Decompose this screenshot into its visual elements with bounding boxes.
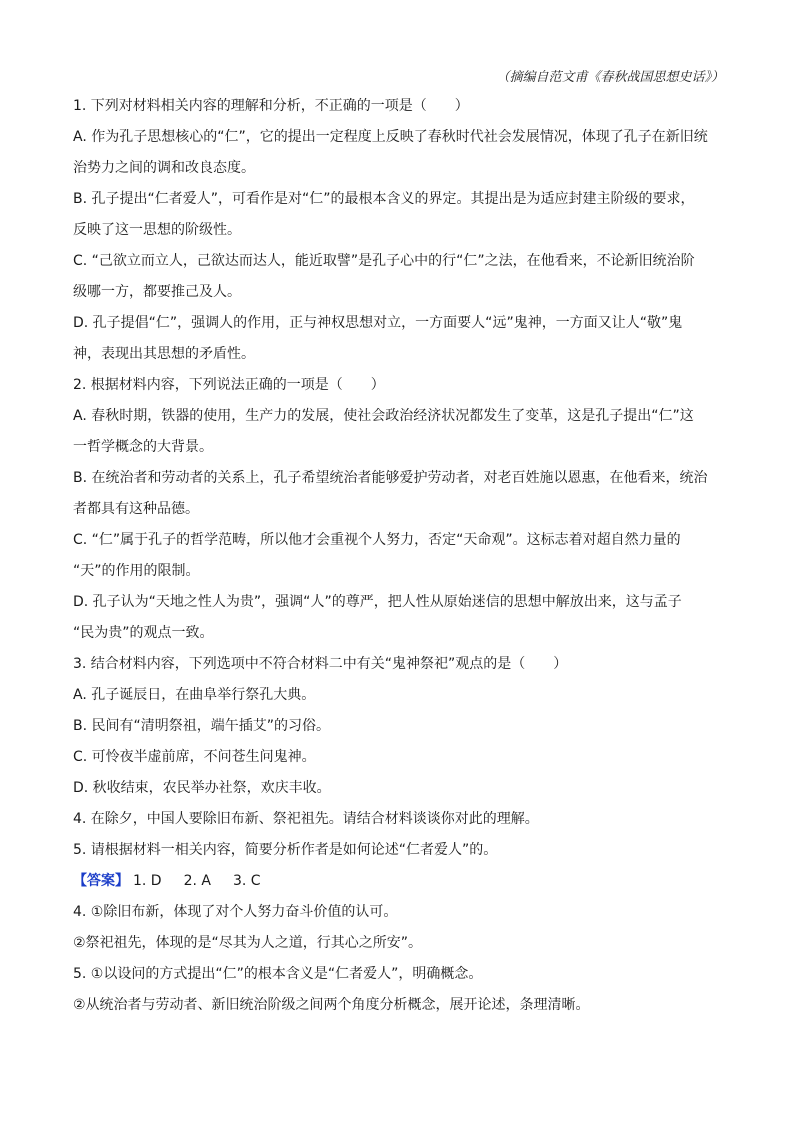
- text-line: C. 可怜夜半虚前席，不问苍生问鬼神。: [73, 749, 316, 765]
- answer-item-2: 2. A: [183, 873, 211, 889]
- text-line: D. 孔子认为“天地之性人为贵”，强调“人”的尊严，把人性从原始迷信的思想中解放出来，这与孟子: [73, 594, 682, 610]
- explanation-line: ②祭祀祖先，体现的是“尽其为人之道，行其心之所安”。: [73, 935, 423, 951]
- text-line: 3. 结合材料内容，下列选项中不符合材料二中有关“鬼神祭祀”观点的是（ ）: [73, 656, 568, 672]
- text-line: 反映了这一思想的阶级性。: [73, 222, 241, 238]
- text-line: C. “己欲立而立人，己欲达而达人，能近取譬”是孔子心中的行“仁”之法，在他看来，不论新旧统治阶: [73, 253, 695, 269]
- text-line: 5. 请根据材料一相关内容，简要分析作者是如何论述“仁者爱人”的。: [73, 842, 498, 858]
- text-line: A. 孔子诞辰日，在曲阜举行祭孔大典。: [73, 687, 316, 703]
- answer-tag: 【答案】: [73, 873, 129, 889]
- text-line: 1. 下列对材料相关内容的理解和分析，不正确的一项是（ ）: [73, 98, 469, 114]
- text-line: B. 孔子提出“仁者爱人”，可看作是对“仁”的最根本含义的界定。其提出是为适应封建主阶级的要求，: [73, 191, 695, 207]
- explanation-lines: [73, 902, 723, 1026]
- question-lines: [73, 96, 723, 871]
- answer-item-3: 3. C: [232, 873, 261, 889]
- text-line: A. 作为孔子思想核心的“仁”，它的提出一定程度上反映了春秋时代社会发展情况，体现了孔子在新旧统: [73, 129, 708, 145]
- text-line: D. 孔子提倡“仁”，强调人的作用，正与神权思想对立，一方面要人“远”鬼神，一方面又让人“敬”鬼: [73, 315, 683, 331]
- text-line: 2. 根据材料内容，下列说法正确的一项是（ ）: [73, 377, 385, 393]
- question-content: [73, 96, 723, 1026]
- explanation-line: 5. ①以设问的方式提出“仁”的根本含义是“仁者爱人”，明确概念。: [73, 966, 483, 982]
- explanation-line: ②从统治者与劳动者、新旧统治阶级之间两个角度分析概念，展开论述，条理清晰。: [73, 997, 590, 1013]
- text-line: 一哲学概念的大背景。: [73, 439, 213, 455]
- text-line: C. “仁”属于孔子的哲学范畴，所以他才会重视个人努力，否定“天命观”。这标志着对超自然力量的: [73, 532, 681, 548]
- text-line: B. 民间有“清明祭祖，端午插艾”的习俗。: [73, 718, 331, 734]
- text-line: 4. 在除夕，中国人要除旧布新、祭祀祖先。请结合材料谈谈你对此的理解。: [73, 811, 539, 827]
- text-line: 者都具有这种品德。: [73, 501, 199, 517]
- answer-line: [73, 871, 723, 902]
- text-line: 治势力之间的调和改良态度。: [73, 160, 255, 176]
- text-line: B. 在统治者和劳动者的关系上，孔子希望统治者能够爱护劳动者，对老百姓施以恩惠，在他看来，统治: [73, 470, 708, 486]
- explanation-line: 4. ①除旧布新，体现了对个人努力奋斗价值的认可。: [73, 904, 398, 920]
- text-line: “天”的作用的限制。: [73, 563, 200, 579]
- text-line: 级哪一方，都要推己及人。: [73, 284, 241, 300]
- text-line: A. 春秋时期，铁器的使用，生产力的发展，使社会政治经济状况都发生了变革，这是孔子提出“仁”这: [73, 408, 694, 424]
- answer-item-1: 1. D: [133, 873, 162, 889]
- text-line: D. 秋收结束，农民举办社祭，欢庆丰收。: [73, 780, 331, 796]
- text-line: 神，表现出其思想的矛盾性。: [73, 346, 255, 362]
- source-citation: （摘编自范文甫《春秋战国思想史话》）: [496, 70, 724, 85]
- text-line: “民为贵”的观点一致。: [73, 625, 214, 641]
